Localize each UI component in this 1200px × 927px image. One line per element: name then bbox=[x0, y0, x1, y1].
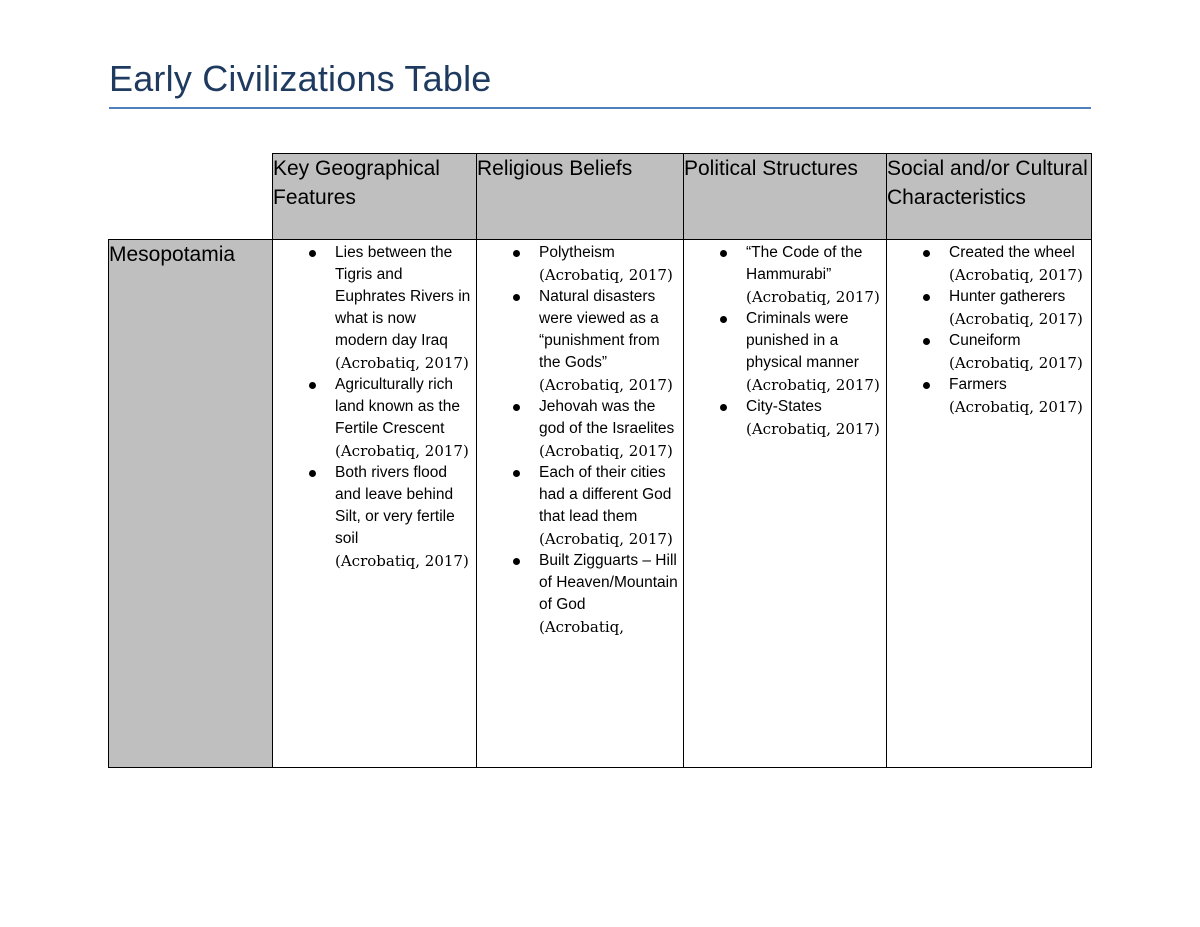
item-citation: (Acrobatiq, 2017) bbox=[539, 530, 673, 548]
list-item bbox=[684, 242, 886, 308]
list-item bbox=[273, 374, 476, 462]
item-citation: (Acrobatiq, 2017) bbox=[746, 288, 880, 306]
bullet-icon bbox=[513, 294, 520, 301]
list-item bbox=[684, 308, 886, 396]
list-item bbox=[477, 286, 683, 396]
item-text: Criminals were punished in a physical manner bbox=[746, 310, 859, 371]
item-citation: (Acrobatiq, 2017) bbox=[949, 266, 1083, 284]
bullet-icon bbox=[513, 470, 520, 477]
list-item bbox=[477, 462, 683, 550]
bullet-icon bbox=[309, 470, 316, 477]
cell-politics bbox=[684, 240, 887, 768]
geography-list bbox=[273, 242, 476, 572]
item-text: Natural disasters were viewed as a “punishment from the Gods” bbox=[539, 288, 660, 371]
item-text: Both rivers flood and leave behind Silt, or very fertile soil bbox=[335, 464, 455, 547]
item-text: “The Code of the Hammurabi” bbox=[746, 244, 863, 283]
row-label-mesopotamia: Mesopotamia bbox=[109, 240, 273, 768]
list-item bbox=[273, 242, 476, 374]
table-corner-cell bbox=[109, 154, 273, 240]
item-citation: (Acrobatiq, 2017) bbox=[335, 442, 469, 460]
bullet-icon bbox=[720, 404, 727, 411]
item-citation: (Acrobatiq, 2017) bbox=[746, 420, 880, 438]
bullet-icon bbox=[309, 250, 316, 257]
item-citation: (Acrobatiq, 2017) bbox=[539, 376, 673, 394]
list-item bbox=[887, 286, 1091, 330]
religion-list bbox=[477, 242, 683, 638]
item-text: Polytheism bbox=[539, 244, 615, 261]
bullet-icon bbox=[923, 250, 930, 257]
item-text: Created the wheel bbox=[949, 244, 1075, 261]
item-text: Agriculturally rich land known as the Fertile Crescent bbox=[335, 376, 460, 437]
item-text: Cuneiform bbox=[949, 332, 1021, 349]
item-text: Each of their cities had a different God that lead them bbox=[539, 464, 672, 525]
item-citation: (Acrobatiq, 2017) bbox=[539, 266, 673, 284]
bullet-icon bbox=[923, 294, 930, 301]
item-citation: (Acrobatiq, 2017) bbox=[949, 398, 1083, 416]
cell-social-culture bbox=[887, 240, 1092, 768]
item-citation: (Acrobatiq, 2017) bbox=[335, 354, 469, 372]
header-politics: Political Structures bbox=[684, 154, 887, 240]
bullet-icon bbox=[923, 338, 930, 345]
header-social-culture: Social and/or Cultural Characteristics bbox=[887, 154, 1092, 240]
bullet-icon bbox=[720, 316, 727, 323]
social-culture-list bbox=[887, 242, 1091, 418]
bullet-icon bbox=[513, 250, 520, 257]
item-citation: (Acrobatiq, 2017) bbox=[949, 354, 1083, 372]
table-header-row bbox=[109, 154, 1092, 240]
cell-religion bbox=[477, 240, 684, 768]
item-text: Jehovah was the god of the Israelites bbox=[539, 398, 675, 437]
bullet-icon bbox=[309, 382, 316, 389]
item-text: Lies between the Tigris and Euphrates Rivers in what is now modern day Iraq bbox=[335, 244, 471, 349]
bullet-icon bbox=[923, 382, 930, 389]
list-item bbox=[273, 462, 476, 572]
item-citation: (Acrobatiq, 2017) bbox=[746, 376, 880, 394]
item-text: Farmers bbox=[949, 376, 1007, 393]
list-item bbox=[477, 242, 683, 286]
civilizations-table bbox=[108, 153, 1092, 768]
cell-geography bbox=[273, 240, 477, 768]
politics-list bbox=[684, 242, 886, 440]
list-item bbox=[887, 374, 1091, 418]
table-row bbox=[109, 240, 1092, 768]
header-geography: Key Geographical Features bbox=[273, 154, 477, 240]
list-item bbox=[887, 242, 1091, 286]
header-religion: Religious Beliefs bbox=[477, 154, 684, 240]
bullet-icon bbox=[720, 250, 727, 257]
bullet-icon bbox=[513, 404, 520, 411]
item-text: Built Zigguarts – Hill of Heaven/Mountain of God bbox=[539, 552, 678, 613]
list-item bbox=[477, 550, 683, 638]
item-citation: (Acrobatiq, bbox=[539, 618, 625, 636]
item-citation: (Acrobatiq, 2017) bbox=[949, 310, 1083, 328]
item-citation: (Acrobatiq, 2017) bbox=[335, 552, 469, 570]
item-citation: (Acrobatiq, 2017) bbox=[539, 442, 673, 460]
item-text: City-States bbox=[746, 398, 822, 415]
bullet-icon bbox=[513, 558, 520, 565]
item-text: Hunter gatherers bbox=[949, 288, 1066, 305]
list-item bbox=[477, 396, 683, 462]
document-title: Early Civilizations Table bbox=[109, 55, 1091, 109]
list-item bbox=[887, 330, 1091, 374]
list-item bbox=[684, 396, 886, 440]
